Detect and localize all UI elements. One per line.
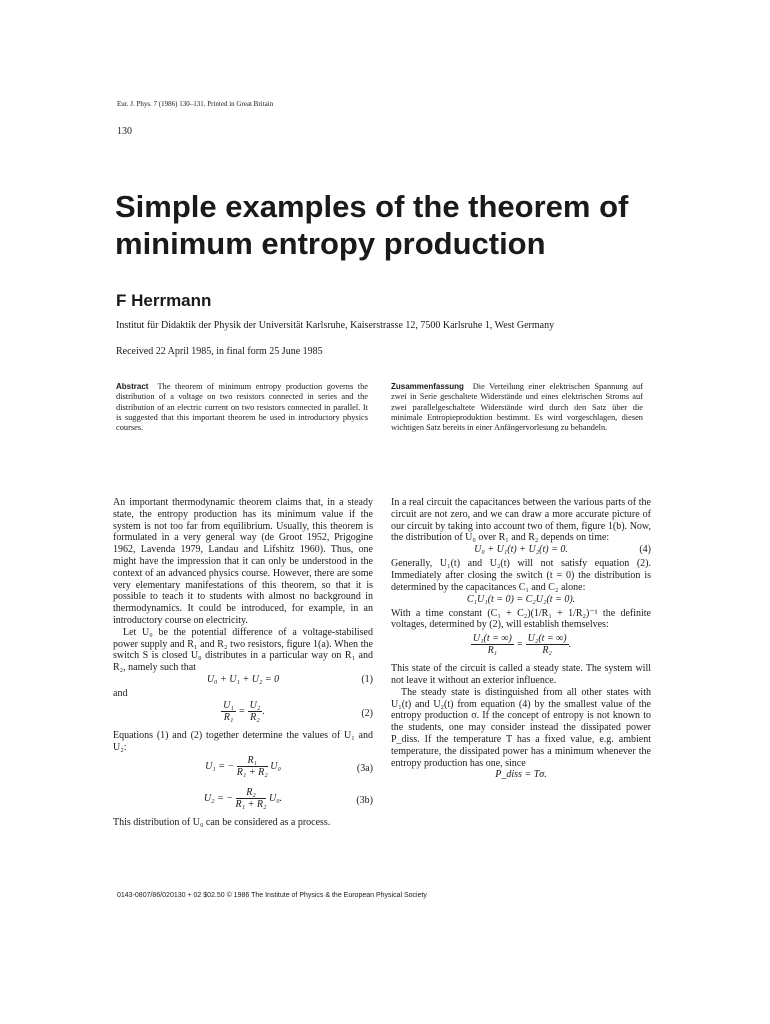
abstract-label: Abstract	[116, 382, 149, 391]
paragraph: An important thermodynamic theorem claims that, in a steady state, the entropy production has its minimum value if the system is not too far from equilibrium. Usually, this theorem is formulated in a very general way (de Groot 1952, Prigogine 1962, Lavenda 1979, Landau and Lifshitz 1960). Thus, one might have the impression that it can only be understood in the context of an advanced physics course. However, there are some very elementary manifestations of this theorem, so that it is possible to teach it to students with almost no background in thermodynamics. It could be introduced, for example, in an introductory course on electricity.	[113, 497, 373, 626]
equation-5: C₁U₁(t = 0) = C₂U₂(t = 0).	[466, 593, 576, 605]
left-column	[113, 497, 373, 829]
author-name: F Herrmann	[116, 291, 212, 310]
equation-4: U₀ + U₁(t) + U₂(t) = 0. (4)	[474, 544, 651, 556]
zusammenfassung-text: Die Verteilung einer elektrischen Spannung auf zwei in Serie geschaltete Widerstände und eines elektrischen Stroms auf zwei parallelgeschaltete Widerstände wird durch den Satz über die minimale Entropieproduktion bestimmt. Es wird vorgeschlagen, diesen wichtigen Satz bereits in einer Anfängervorlesung zu behandeln.	[391, 382, 644, 433]
equation-number: (4)	[639, 544, 651, 556]
paragraph: The steady state is distinguished from all other states with U₁(t) and U₂(t) from equation (4) by the smallest value of the entropy production σ. If the concept of entropy is not known to the students, one may consider instead the dissipated power P_diss. If the temperature T has a fixed value, e.g. ambient temperature, the dissipated power has a minimum whenever the entropy production has one, since	[391, 686, 651, 769]
equation-steady-state: $\frac{\text{U₁(t = ∞)}}{\text{R₁}}$ = $\frac{\text{U₂(t = ∞)}}{\text{R₂}}$ .	[472, 633, 572, 657]
abstract	[116, 382, 368, 433]
paragraph: Generally, U₁(t) and U₂(t) will not satisfy equation (2). Immediately after closing the switch (t = 0) the distribution is determined by the capacitances C₁ and C₂ alone:	[391, 558, 651, 593]
equation-1: U₀ + U₁ + U₂ = 0 (1)	[206, 673, 373, 685]
equation-2: $\frac{\text{U₁}}{\text{R₁}}$ = $\frac{\text{U₂}}{\text{R₂}}$ . (2)	[223, 699, 373, 723]
equation-number: (3b)	[356, 795, 373, 807]
paragraph: Equations (1) and (2) together determine the values of U₁ and U₂:	[113, 729, 373, 753]
equation-3a: U₁ = − $\frac{\text{R₁}}{\text{R₁ + R₂}}$ U₀ (3a)	[205, 755, 373, 779]
paragraph: This state of the circuit is called a steady state. The system will not leave it without an exterior influence.	[391, 663, 651, 686]
equation-3b: U₂ = − $\frac{\text{R₂}}{\text{R₁ + R₂}}$ U₀. (3b)	[203, 787, 373, 811]
equation-number: (3a)	[356, 763, 373, 775]
paragraph: Let U₀ be the potential difference of a voltage-stabilised power supply and R₁ and R₂ two resistors, figure 1(a). When the switch S is closed U₀ distributes in a particular way on R₁ and R₂, namely such that	[113, 626, 373, 674]
equation-6: P_diss = Tσ.	[495, 769, 547, 781]
paper-title: Simple examples of the theorem of minimum entropy production	[115, 189, 629, 261]
zusammenfassung	[391, 382, 643, 433]
paragraph: With a time constant (C₁ + C₂)(1/R₁ + 1/R₂)⁻¹ the definite voltages, determined by (2), will establish themselves:	[391, 607, 651, 631]
equation-number: (1)	[361, 673, 373, 685]
right-column	[391, 497, 651, 783]
journal-citation: Eur. J. Phys. 7 (1986) 130–131. Printed in Great Britain	[117, 100, 274, 108]
and-text: and	[113, 687, 128, 699]
abstract-text: The theorem of minimum entropy production governs the distribution of a voltage on two resistors connected in series and the distribution of an electric current on two resistors connected in parallel. It is suggested that this important theorem be used in introductory physics courses.	[116, 382, 368, 433]
author-affiliation: Institut für Didaktik der Physik der Universität Karlsruhe, Kaiserstrasse 12, 7500 Karlsruhe 1, West Germany	[116, 320, 555, 331]
paragraph: In a real circuit the capacitances between the various parts of the circuit are not zero, and we can draw a more accurate picture of our circuit by taking into account two of them, figure 1(b). Now, the distribution of U₀ over R₁ and R₂ depends on time:	[391, 497, 651, 544]
copyright-footer: 0143-0807/86/020130 + 02 $02.50 © 1986 The Institute of Physics & the European Physical Society	[117, 892, 427, 899]
paragraph: This distribution of U₀ can be considered as a process.	[113, 817, 331, 829]
page-number: 130	[117, 126, 132, 137]
zusammenfassung-label: Zusammenfassung	[391, 382, 464, 391]
equation-number: (2)	[361, 707, 373, 719]
received-date: Received 22 April 1985, in final form 25 June 1985	[116, 346, 323, 357]
